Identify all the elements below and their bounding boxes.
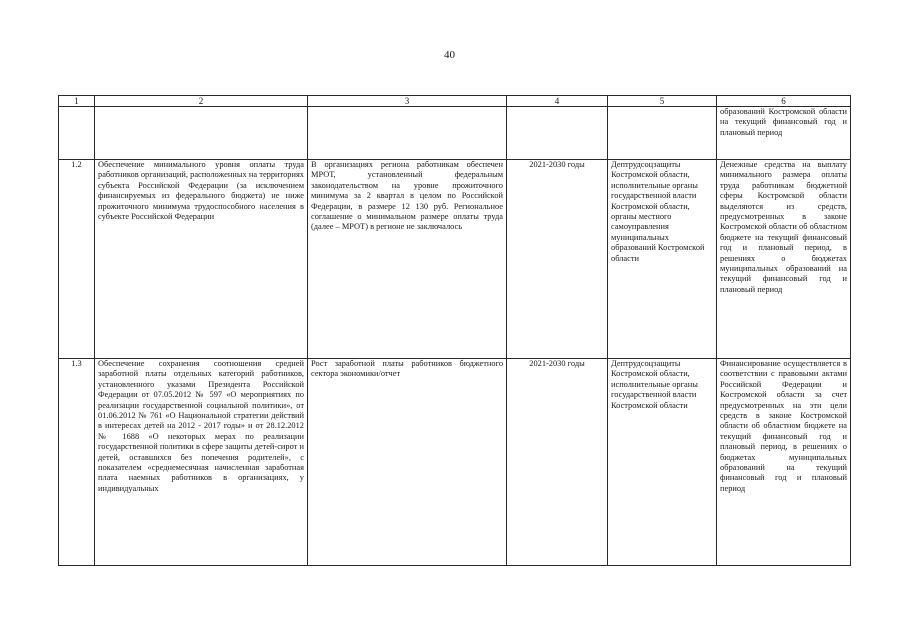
column-header-6: 6 bbox=[717, 96, 851, 107]
column-header-3: 3 bbox=[308, 96, 507, 107]
page-number: 40 bbox=[444, 49, 455, 61]
financing-cell: Денежные средства на выплату минимального размера оплаты труда работникам бюджетной сферы Костромской области выделяются из средств, предусмотренных в законе Костромской области об областном бюджете на текущий финансовый год и плановый период, в решениях о бюджетах муниципальных образований на текущий финансовый год и плановый период bbox=[717, 160, 851, 359]
measure-cell bbox=[95, 107, 308, 160]
row-number: 1.3 bbox=[59, 359, 95, 566]
financing-cell: образований Костромской области на текущий финансовый год и плановый период bbox=[717, 107, 851, 160]
financing-cell: Финансирование осуществляется в соответствии с правовыми актами Российской Федерации и Костромской области за счет предусмотренных на эти цели средств в законе Костромской области об областном бюджете на текущий финансовый год и плановый период, в решениях о бюджетах муниципальных образований на текущий финансовый год и плановый период bbox=[717, 359, 851, 566]
column-header-5: 5 bbox=[608, 96, 717, 107]
row-number: 1.2 bbox=[59, 160, 95, 359]
table-row-continuation bbox=[59, 107, 851, 160]
table-row-1-3 bbox=[59, 359, 851, 566]
executors-cell: Дептрудсоцзащиты Костромской области, исполнительные органы государственной власти Костромской области, органы местного самоуправления муниципальных образований Костромской области bbox=[608, 160, 717, 359]
executors-cell bbox=[608, 107, 717, 160]
row-number bbox=[59, 107, 95, 160]
column-header-2: 2 bbox=[95, 96, 308, 107]
table-header-row bbox=[59, 96, 851, 107]
result-cell: В организациях региона работникам обеспечен МРОТ, установленный федеральным законодательством на уровне прожиточного минимума за 2 квартал в целом по Российской Федерации, в размере 12 130 руб. Региональное соглашение о минимальном размере оплаты труда (далее – МРОТ) в регионе не заключалось bbox=[308, 160, 507, 359]
table-row-1-2 bbox=[59, 160, 851, 359]
column-header-4: 4 bbox=[507, 96, 608, 107]
measure-cell: Обеспечение минимального уровня оплаты труда работников организаций, расположенных на территориях субъекта Российской Федерации (за исключением финансируемых из федерального бюджета) не ниже прожиточного минимума трудоспособного населения в субъекте Российской Федерации bbox=[95, 160, 308, 359]
measure-cell: Обеспечение сохранения соотношения средней заработной платы отдельных категорий работников, установленного указами Президента Российской Федерации от 07.05.2012 № 597 «О мероприятиях по реализации государственной социальной политики», от 01.06.2012 № 761 «О Национальной стратегии действий в интересах детей на 2012 - 2017 годы» и от 28.12.2012 № 1688 «О некоторых мерах по реализации государственной политики в сфере защиты детей-сирот и детей, оставшихся без попечения родителей», с показателем «среднемесячная начисленная заработная плата наемных работников в организациях, у индивидуальных bbox=[95, 359, 308, 566]
executors-cell: Дептрудсоцзащиты Костромской области, исполнительные органы государственной власти Костромской области bbox=[608, 359, 717, 566]
result-cell: Рост заработной платы работников бюджетного сектора экономики/отчет bbox=[308, 359, 507, 566]
period-cell: 2021-2030 годы bbox=[507, 160, 608, 359]
period-cell: 2021-2030 годы bbox=[507, 359, 608, 566]
result-cell bbox=[308, 107, 507, 160]
period-cell bbox=[507, 107, 608, 160]
column-header-1: 1 bbox=[59, 96, 95, 107]
measures-table bbox=[58, 95, 851, 566]
